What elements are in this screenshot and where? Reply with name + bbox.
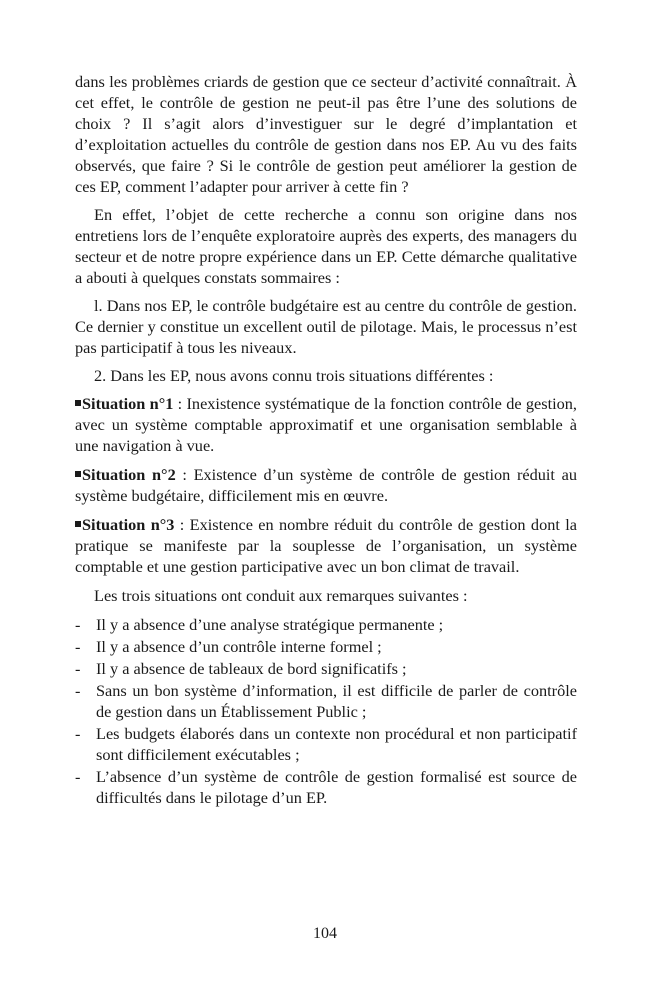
situation-1: [75, 393, 577, 456]
list-item: - Les budgets élaborés dans un contexte non procédural et non participatif sont difficilement exécutables ;: [75, 724, 577, 764]
page-body: [75, 71, 577, 809]
situation-1-label: Situation n°1: [82, 394, 174, 413]
dash-bullet: -: [75, 767, 81, 786]
square-bullet-icon: [75, 400, 81, 406]
dash-bullet: -: [75, 615, 81, 634]
paragraph-remarks-intro: Les trois situations ont conduit aux remarques suivantes :: [94, 586, 468, 605]
list-item: - Sans un bon système d’information, il est difficile de parler de contrôle de gestion dans un Établissement Public ;: [75, 681, 577, 721]
situation-1-text: : Inexistence systématique de la fonction contrôle de gestion, avec un système comptable approximatif et une organisation semblable à une navigation à vue.: [75, 394, 577, 455]
list-item: - Il y a absence d’un contrôle interne formel ;: [75, 637, 382, 656]
square-bullet-icon: [75, 471, 81, 477]
finding-1: l. Dans nos EP, le contrôle budgétaire est au centre du contrôle de gestion. Ce dernier y constitue un excellent outil de pilotage. Mais, le processus n’est pas participatif à tous les niveaux.: [75, 296, 577, 357]
dash-bullet: -: [75, 681, 81, 700]
situation-3: [75, 514, 577, 577]
situation-2-text: : Existence d’un système de contrôle de gestion réduit au système budgétaire, difficilement mis en œuvre.: [75, 465, 577, 505]
list-item: - L’absence d’un système de contrôle de gestion formalisé est source de difficultés dans le pilotage d’un EP.: [75, 767, 577, 807]
remarks-list: [75, 614, 577, 808]
page-number: 104: [313, 925, 337, 942]
paragraph-intro: dans les problèmes criards de gestion que ce secteur d’activité connaîtrait. À cet effet, le contrôle de gestion ne peut-il pas être l’une des solutions de choix ? Il s’agit alors d’investiguer sur le degré d’implantation et d’exploitation actuelles du contrôle de gestion dans nos EP. Au vu des faits observés, que faire ? Si le contrôle de gestion peut améliorer la gestion de ces EP, comment l’adapter pour arriver à cette fin ?: [75, 72, 577, 196]
dash-bullet: -: [75, 724, 81, 743]
paragraph-research-origin: En effet, l’objet de cette recherche a connu son origine dans nos entretiens lors de l’enquête exploratoire auprès des experts, des managers du secteur et de notre propre expérience dans un EP. Cette démarche qualitative a abouti à quelques constats sommaires :: [75, 205, 577, 287]
list-item: - Il y a absence de tableaux de bord significatifs ;: [75, 659, 407, 678]
situation-3-label: Situation n°3: [82, 515, 175, 534]
dash-bullet: -: [75, 659, 81, 678]
list-item: - Il y a absence d’une analyse stratégique permanente ;: [75, 615, 444, 634]
dash-bullet: -: [75, 637, 81, 656]
finding-2: 2. Dans les EP, nous avons connu trois situations différentes :: [94, 366, 494, 385]
situation-2-label: Situation n°2: [82, 465, 176, 484]
situation-3-text: : Existence en nombre réduit du contrôle de gestion dont la pratique se manifeste par la souplesse de l’organisation, un système comptable et une gestion participative avec un bon climat de travail.: [75, 515, 577, 576]
square-bullet-icon: [75, 521, 81, 527]
situation-2: [75, 464, 577, 506]
